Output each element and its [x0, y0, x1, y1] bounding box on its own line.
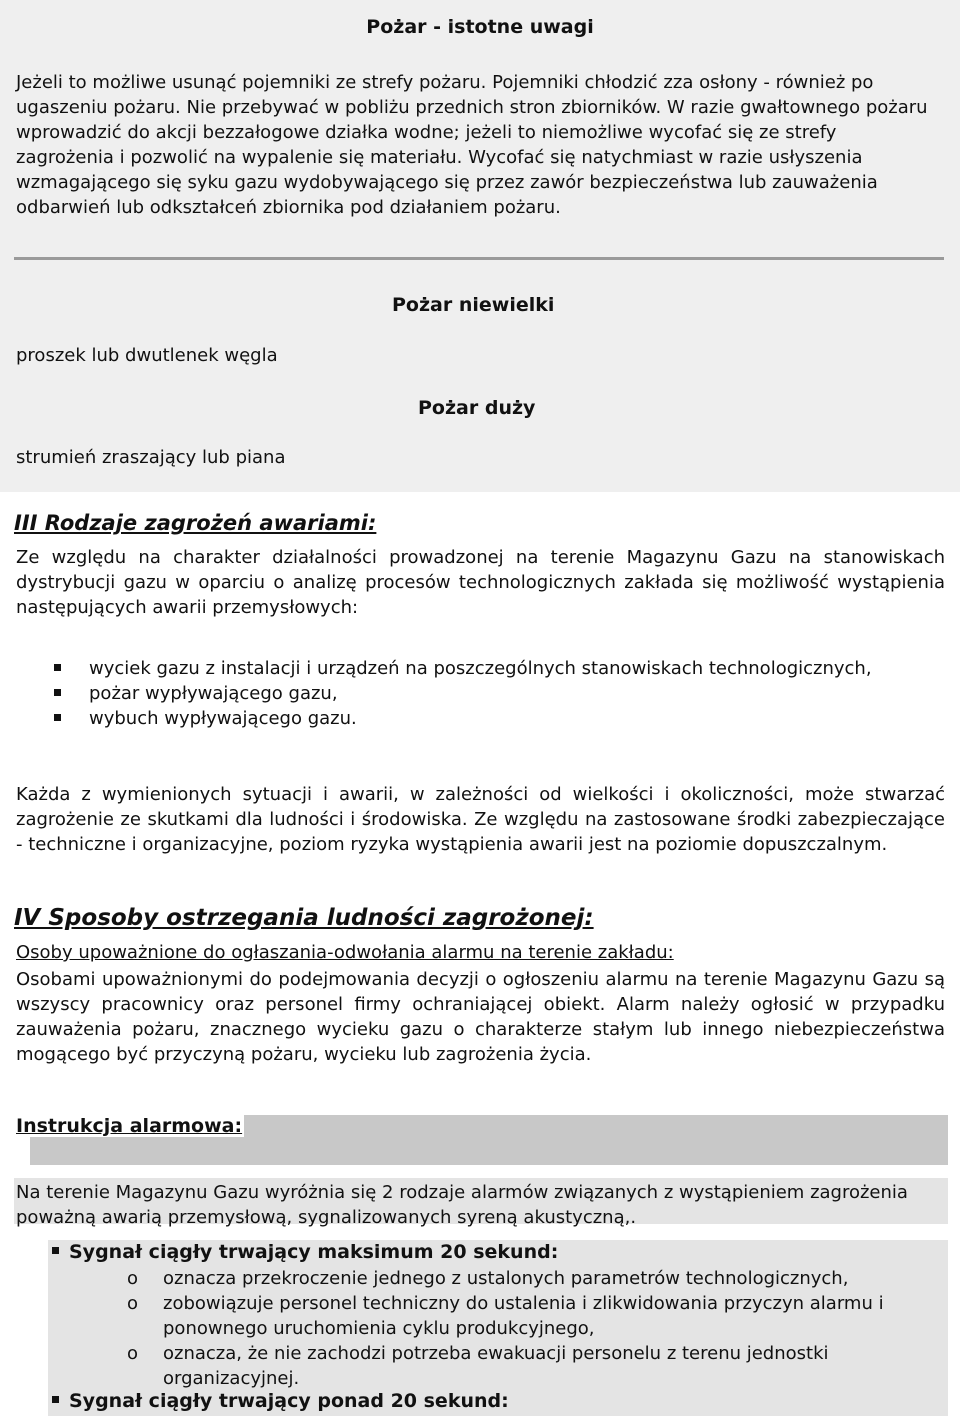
large-fire-agent: strumień zraszający lub piana — [16, 447, 286, 468]
circle-bullet-icon: o — [127, 1343, 139, 1364]
list-item — [0, 1341, 960, 1391]
signal-2-title-text: Sygnał ciągły trwający ponad 20 sekund: — [69, 1390, 509, 1412]
hazard-list — [0, 656, 960, 731]
square-bullet-icon — [52, 1247, 59, 1254]
signal-1-title — [52, 1241, 558, 1263]
fire-notes-text: Jeżeli to możliwe usunąć pojemniki ze strefy pożaru. Pojemniki chłodzić zza osłony - również po ugaszeniu pożaru. Nie przebywać w pobliżu przednich stron zbiorników. W razie gwałtownego pożaru wprowadzić do akcji bezzałogowe działka wodne; jeżeli to niemożliwe wycofać się ze strefy zagrożenia i pozwolić na wypalenie się materiału. Wycofać się natychmiast w razie usłyszenia wzmagającego się syku gazu wydobywającego się przez zawór bezpieczeństwa lub zauważenia odbarwień lub odkształceń zbiornika pod działaniem pożaru. — [16, 72, 928, 218]
list-item-text: pożar wypływającego gazu, — [89, 683, 338, 704]
list-item — [0, 1291, 960, 1341]
list-item — [0, 656, 960, 681]
section-4-text: Osobami upoważnionymi do podejmowania decyzji o ogłoszeniu alarmu na terenie Magazynu Gazu są wszyscy pracownicy oraz personel firmy ochraniającej obiekt. Alarm należy ogłosić w przypadku zauważenia pożaru, znacznego wycieku gazu o charakterze stałym lub innego niebezpieczeństwa mogącego być przyczyną pożaru, wycieku lub zagrożenia życia. — [16, 969, 945, 1065]
fire-notes-title: Pożar - istotne uwagi — [366, 16, 594, 38]
section-3-summary: Każda z wymienionych sytuacji i awarii, w zależności od wielkości i okoliczności, może stwarzać zagrożenie ze skutkami dla ludności i środowiska. Ze względu na zastosowane środki zabezpieczające - techniczne i organizacyjne, poziom ryzyka wystąpienia awarii jest na poziomie dopuszczalnym. — [16, 784, 945, 855]
alarm-instruction-label: Instrukcja alarmowa: — [16, 1115, 243, 1137]
list-item-text: zobowiązuje personel techniczny do ustalenia i zlikwidowania przyczyn alarmu i ponownego uruchomienia cyklu produkcyjnego, — [163, 1293, 884, 1339]
square-bullet-icon — [54, 664, 61, 671]
signal-2-title — [52, 1390, 509, 1412]
alarm-intro: Na terenie Magazynu Gazu wyróżnia się 2 rodzaje alarmów związanych z wystąpieniem zagrożenia poważną awarią przemysłową, sygnalizowanych syreną akustyczną,. — [14, 1178, 948, 1224]
small-fire-heading: Pożar niewielki — [392, 294, 555, 316]
section-3-intro: Ze względu na charakter działalności prowadzonej na terenie Magazynu Gazu na stanowiskach dystrybucji gazu w oparciu o analizę procesów technologicznych zakłada się możliwość wystąpienia następujących awarii przemysłowych: — [16, 547, 945, 618]
section-4-title: IV Sposoby ostrzegania ludności zagrożonej: — [14, 905, 594, 931]
circle-bullet-icon: o — [127, 1268, 139, 1289]
list-item-text: wyciek gazu z instalacji i urządzeń na poszczególnych stanowiskach technologicznych, — [89, 658, 872, 679]
divider — [14, 257, 944, 260]
section-3-title: III Rodzaje zagrożeń awariami: — [14, 511, 377, 535]
list-item — [0, 1266, 960, 1291]
list-item-text: oznacza przekroczenie jednego z ustalonych parametrów technologicznych, — [163, 1268, 849, 1289]
signal-1-points — [0, 1266, 960, 1391]
signal-1-title-text: Sygnał ciągły trwający maksimum 20 sekund: — [69, 1241, 559, 1263]
fire-notes-box — [0, 0, 960, 492]
list-item-text: wybuch wypływającego gazu. — [89, 708, 357, 729]
section-4-subheading: Osoby upoważnione do ogłaszania-odwołania alarmu na terenie zakładu: — [16, 942, 674, 963]
square-bullet-icon — [54, 714, 61, 721]
square-bullet-icon — [52, 1396, 59, 1403]
list-item — [0, 706, 960, 731]
list-item — [0, 681, 960, 706]
square-bullet-icon — [54, 689, 61, 696]
circle-bullet-icon: o — [127, 1293, 139, 1314]
large-fire-heading: Pożar duży — [418, 397, 536, 419]
small-fire-agent: proszek lub dwutlenek węgla — [16, 345, 278, 366]
list-item-text: oznacza, że nie zachodzi potrzeba ewakuacji personelu z terenu jednostki organizacyjnej. — [163, 1343, 829, 1389]
